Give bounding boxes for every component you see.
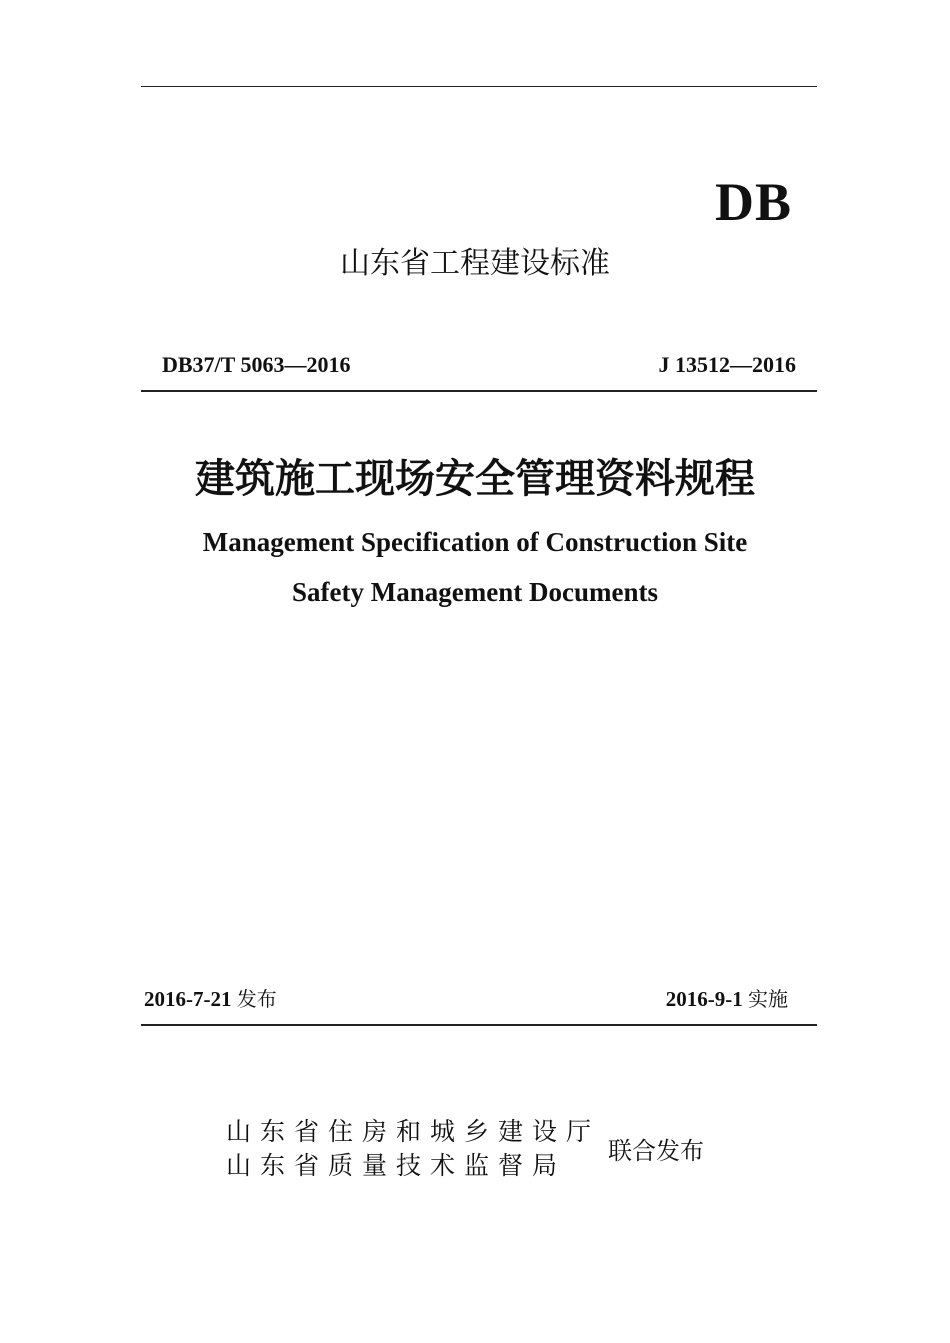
issuer-line-2: 山东省质量技术监督局 [226, 1151, 567, 1180]
document-title-cn: 建筑施工现场安全管理资料规程 [195, 456, 755, 502]
issuer-line-1: 山东省住房和城乡建设厅 [226, 1117, 601, 1146]
joint-release-label: 联合发布 [608, 1137, 704, 1165]
document-title-en-line1: Management Specification of Construction Site [202, 527, 748, 557]
standard-number: DB37/T 5063—2016 [162, 352, 351, 377]
header-rule [141, 390, 817, 392]
db-mark: DB [714, 172, 792, 232]
issue-date [144, 987, 277, 1012]
issue-date-label: 发布 [236, 987, 277, 1011]
top-rule [141, 86, 817, 87]
footer-rule [141, 1024, 817, 1026]
issue-date-value: 2016-7-21 [144, 987, 232, 1011]
record-number: J 13512—2016 [658, 352, 796, 377]
document-title-en-line2: Safety Management Documents [292, 577, 658, 607]
effective-date-label: 实施 [748, 987, 788, 1011]
effective-date-value: 2016-9-1 [665, 987, 743, 1011]
standard-series: 山东省工程建设标准 [340, 246, 610, 281]
effective-date [666, 987, 788, 1012]
